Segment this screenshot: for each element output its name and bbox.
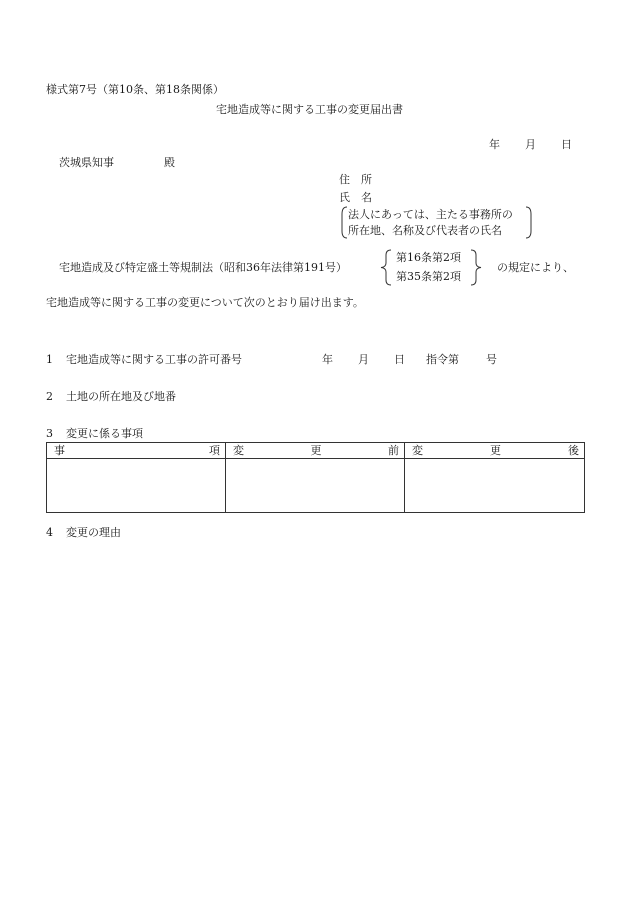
- header-before-char1: 変: [233, 444, 244, 457]
- corporate-note-line2: 所在地、名称及び代表者の氏名: [348, 224, 502, 237]
- cell-before[interactable]: [226, 459, 405, 513]
- header-item-char1: 事: [54, 444, 65, 457]
- permit-command: 指令第: [426, 353, 459, 366]
- name-label: 氏 名: [339, 191, 372, 204]
- left-curly-brace: [379, 249, 393, 286]
- item-label: 宅地造成等に関する工事の許可番号: [66, 353, 242, 366]
- article-option-2: 第35条第2項: [396, 270, 461, 283]
- article-option-1: 第16条第2項: [396, 251, 461, 264]
- item-label: 変更に係る事項: [66, 427, 143, 440]
- addressee-honorific: 殿: [164, 156, 175, 169]
- cell-item[interactable]: [47, 459, 226, 513]
- item-number: 1: [46, 353, 53, 366]
- item-label: 土地の所在地及び地番: [66, 390, 176, 403]
- date-year: 年: [489, 138, 500, 151]
- law-name: 宅地造成及び特定盛土等規制法（昭和36年法律第191号）: [59, 261, 347, 274]
- item-label: 変更の理由: [66, 526, 121, 539]
- date-day: 日: [561, 138, 572, 151]
- header-after-change: [405, 443, 585, 459]
- header-after-char1: 変: [412, 444, 423, 457]
- right-curly-brace: [469, 249, 483, 286]
- header-after-char2: 更: [490, 444, 501, 457]
- header-before-change: [226, 443, 405, 459]
- addressee-name: 茨城県知事: [59, 156, 114, 169]
- item-number: 3: [46, 427, 53, 440]
- header-after-char3: 後: [568, 444, 579, 457]
- document-title: 宅地造成等に関する工事の変更届出書: [216, 103, 403, 116]
- notification-statement: 宅地造成等に関する工事の変更について次のとおり届け出ます。: [46, 296, 364, 309]
- header-item-char2: 項: [209, 444, 220, 457]
- address-label: 住 所: [339, 173, 372, 186]
- header-before-char3: 前: [388, 444, 399, 457]
- header-item: [47, 443, 226, 459]
- change-details-table: [46, 442, 585, 513]
- cell-after[interactable]: [405, 459, 585, 513]
- law-suffix: の規定により、: [497, 261, 574, 274]
- permit-number-suffix: 号: [486, 353, 497, 366]
- item-number: 2: [46, 390, 53, 403]
- permit-year: 年: [322, 353, 333, 366]
- date-month: 月: [525, 138, 536, 151]
- header-before-char2: 更: [310, 444, 322, 457]
- table-row: [47, 459, 585, 513]
- item-number: 4: [46, 526, 53, 539]
- form-label: 様式第7号（第10条、第18条関係）: [46, 83, 224, 96]
- permit-month: 月: [358, 353, 369, 366]
- permit-day: 日: [394, 353, 405, 366]
- corporate-note-line1: 法人にあっては、主たる事務所の: [348, 208, 513, 221]
